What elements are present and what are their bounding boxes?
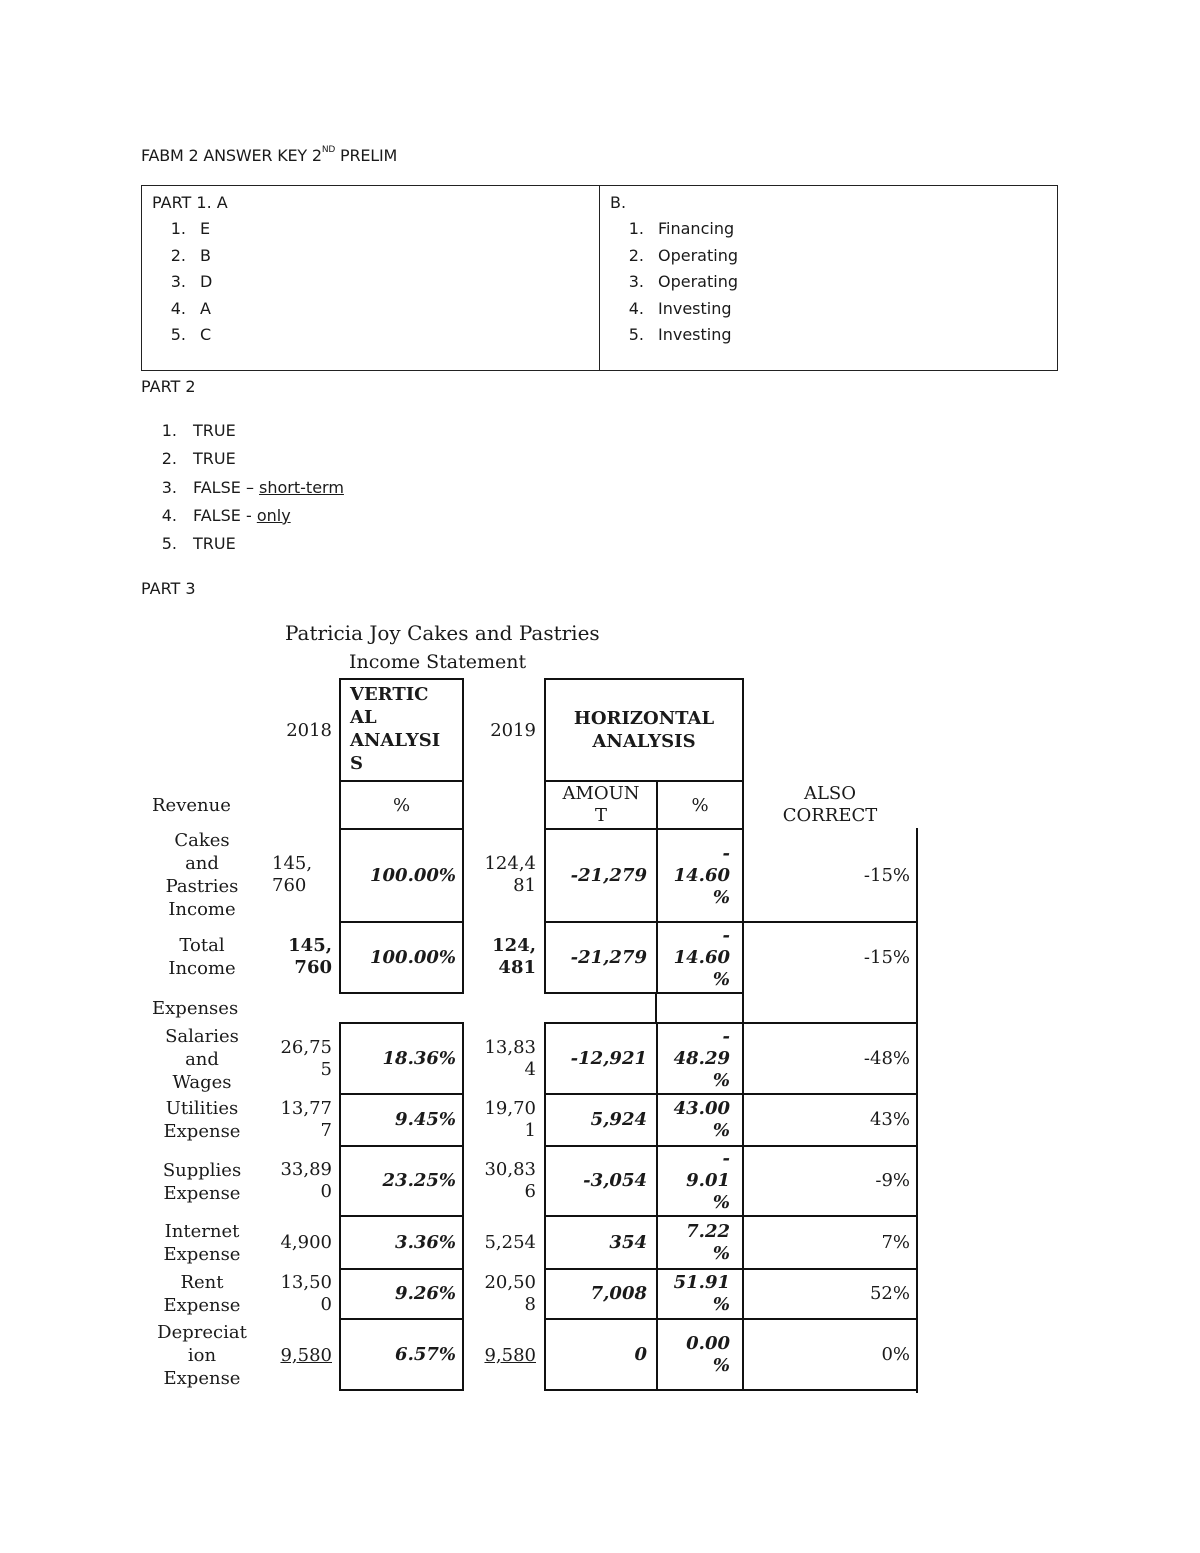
row-2019-value: 9,580 xyxy=(484,1344,536,1366)
row-horizontal-pct: 7.22 % xyxy=(686,1220,730,1264)
row-2018-value: 26,75 5 xyxy=(280,1037,332,1080)
row-2018-value: 13,77 7 xyxy=(280,1098,332,1141)
expenses-label: Expenses xyxy=(152,997,239,1019)
row-label: Rent Expense xyxy=(163,1272,241,1316)
horizontal-analysis-header: HORIZONTAL ANALYSIS xyxy=(573,708,715,752)
part3-heading: PART 3 xyxy=(141,579,196,598)
list-item xyxy=(123,449,344,477)
item-answer: C xyxy=(200,325,212,344)
item-text: FALSE – xyxy=(193,477,260,497)
row-also-correct: 7% xyxy=(881,1231,910,1253)
row-also-correct: -48% xyxy=(863,1047,910,1069)
revenue-label: Revenue xyxy=(152,794,231,816)
row-amount: -21,279 xyxy=(570,864,647,886)
row-label: Internet Expense xyxy=(163,1221,241,1265)
separator-line xyxy=(744,921,918,923)
row-label: Utilities Expense xyxy=(163,1098,241,1142)
row-also-correct: -9% xyxy=(875,1170,910,1191)
item-number: 2. xyxy=(170,245,186,265)
separator-line xyxy=(655,992,657,1024)
row-vertical-pct: 9.45% xyxy=(395,1109,456,1130)
row-also-correct: -15% xyxy=(863,864,910,886)
row-2018-value: 145, 760 xyxy=(272,853,313,896)
item-number: 5. xyxy=(170,325,186,344)
part1-b-list xyxy=(610,219,738,352)
item-number: 5. xyxy=(628,325,644,344)
row-vertical-pct: 18.36% xyxy=(382,1047,456,1069)
item-number: 3. xyxy=(628,272,644,291)
list-item xyxy=(152,246,212,273)
row-horizontal-pct: - 9.01 % xyxy=(686,1148,730,1213)
row-horizontal-pct: - 14.60 % xyxy=(673,842,730,908)
item-answer: D xyxy=(200,272,213,291)
item-number: 1. xyxy=(161,421,177,440)
vertical-pct-header: % xyxy=(392,794,411,816)
also-correct-header: ALSO CORRECT xyxy=(782,783,878,826)
item-number: 4. xyxy=(628,298,644,318)
row-horizontal-pct: - 14.60 % xyxy=(673,924,730,990)
item-answer: B xyxy=(200,245,211,265)
list-item xyxy=(152,272,212,299)
row-horizontal-pct: - 48.29 % xyxy=(673,1025,730,1091)
row-2019-value: 5,254 xyxy=(484,1232,536,1253)
vertical-analysis-header: VERTIC AL ANALYSI S xyxy=(350,684,441,774)
item-text: FALSE - xyxy=(193,505,257,525)
row-also-correct: 0% xyxy=(881,1343,910,1365)
item-answer: Investing xyxy=(658,298,732,318)
item-number: 3. xyxy=(170,272,186,291)
row-2018-value: 4,900 xyxy=(280,1232,332,1253)
list-item xyxy=(610,325,738,352)
row-amount: -21,279 xyxy=(570,946,647,968)
row-label: Depreciat ion Expense xyxy=(157,1322,247,1389)
row-2019-value: 124,4 81 xyxy=(484,853,536,896)
part1-a-heading: PART 1. A xyxy=(152,193,228,212)
list-item xyxy=(152,325,212,352)
row-2019-value: 13,83 4 xyxy=(484,1037,536,1080)
year-2019-header: 2019 xyxy=(490,720,536,741)
item-answer: E xyxy=(200,219,211,238)
item-number: 3. xyxy=(161,477,177,497)
item-text: TRUE xyxy=(193,449,236,469)
amount-header: AMOUN T xyxy=(562,783,640,826)
part2-list xyxy=(123,421,344,562)
also-correct-right-border xyxy=(916,828,918,1393)
title-superscript: ND xyxy=(321,144,336,155)
item-number: 1. xyxy=(170,219,186,238)
row-2019-value: 19,70 1 xyxy=(484,1098,536,1141)
item-number: 2. xyxy=(161,449,177,469)
item-answer: Operating xyxy=(658,245,738,265)
title-end: PRELIM xyxy=(335,146,398,165)
row-also-correct: 52% xyxy=(869,1283,910,1304)
statement-title: Income Statement xyxy=(349,651,527,673)
row-2018-value: 9,580 xyxy=(280,1344,332,1366)
row-vertical-pct: 3.36% xyxy=(395,1231,456,1253)
horizontal-pct-header: % xyxy=(691,794,709,816)
list-item xyxy=(610,246,738,273)
row-2018-value: 145, 760 xyxy=(288,935,332,978)
part1-a-column xyxy=(142,186,599,370)
row-amount: 5,924 xyxy=(590,1109,647,1130)
item-number: 4. xyxy=(161,505,177,525)
item-text: TRUE xyxy=(193,421,236,440)
item-text: TRUE xyxy=(193,534,236,554)
row-amount: 0 xyxy=(634,1343,647,1365)
list-item xyxy=(123,478,344,506)
year-2018-header: 2018 xyxy=(286,720,332,741)
row-also-correct: 43% xyxy=(869,1109,910,1130)
item-answer: Financing xyxy=(658,219,735,238)
list-item xyxy=(123,421,344,449)
row-2019-value: 30,83 6 xyxy=(484,1159,536,1202)
item-answer: A xyxy=(200,298,211,318)
list-item xyxy=(123,534,344,562)
row-horizontal-pct: 0.00 % xyxy=(686,1332,730,1376)
item-correction: only xyxy=(256,505,291,525)
part1-b-heading: B. xyxy=(610,193,627,212)
list-item xyxy=(610,299,738,326)
row-vertical-pct: 100.00% xyxy=(370,864,456,886)
row-amount: 354 xyxy=(609,1231,647,1253)
row-label: Salaries and Wages xyxy=(165,1025,239,1093)
row-also-correct: -15% xyxy=(863,946,910,968)
item-number: 2. xyxy=(628,245,644,265)
row-2019-value: 20,50 8 xyxy=(484,1272,536,1315)
list-item xyxy=(610,272,738,299)
row-vertical-pct: 9.26% xyxy=(395,1283,456,1304)
list-item xyxy=(152,299,212,326)
row-horizontal-pct: 51.91 % xyxy=(673,1272,730,1315)
part1-b-column xyxy=(599,186,1057,370)
item-answer: Operating xyxy=(658,272,738,291)
part1-table xyxy=(141,185,1058,371)
document-title xyxy=(141,146,397,165)
list-item xyxy=(610,219,738,246)
row-amount: -12,921 xyxy=(570,1047,647,1069)
separator-line xyxy=(742,992,744,1024)
title-text: FABM 2 ANSWER KEY 2 xyxy=(141,146,322,165)
item-number: 1. xyxy=(628,219,644,238)
item-number: 5. xyxy=(161,534,177,554)
item-answer: Investing xyxy=(658,325,732,344)
list-item xyxy=(152,219,212,246)
row-label: Supplies Expense xyxy=(162,1160,242,1204)
part1-a-list xyxy=(152,219,212,352)
company-name: Patricia Joy Cakes and Pastries xyxy=(285,621,600,645)
item-number: 4. xyxy=(170,298,186,318)
item-correction: short-term xyxy=(259,477,344,497)
row-amount: -3,054 xyxy=(583,1170,647,1191)
row-vertical-pct: 23.25% xyxy=(382,1170,456,1191)
list-item xyxy=(123,506,344,534)
row-2019-value: 124, 481 xyxy=(492,935,536,978)
row-2018-value: 33,89 0 xyxy=(280,1159,332,1202)
row-amount: 7,008 xyxy=(590,1283,647,1304)
row-label: Cakes and Pastries Income xyxy=(165,830,239,920)
row-vertical-pct: 100.00% xyxy=(370,946,456,968)
row-label: Total Income xyxy=(168,935,236,979)
row-horizontal-pct: 43.00 % xyxy=(673,1098,730,1141)
row-2018-value: 13,50 0 xyxy=(280,1272,332,1315)
row-vertical-pct: 6.57% xyxy=(395,1343,456,1365)
part2-heading: PART 2 xyxy=(141,377,196,396)
